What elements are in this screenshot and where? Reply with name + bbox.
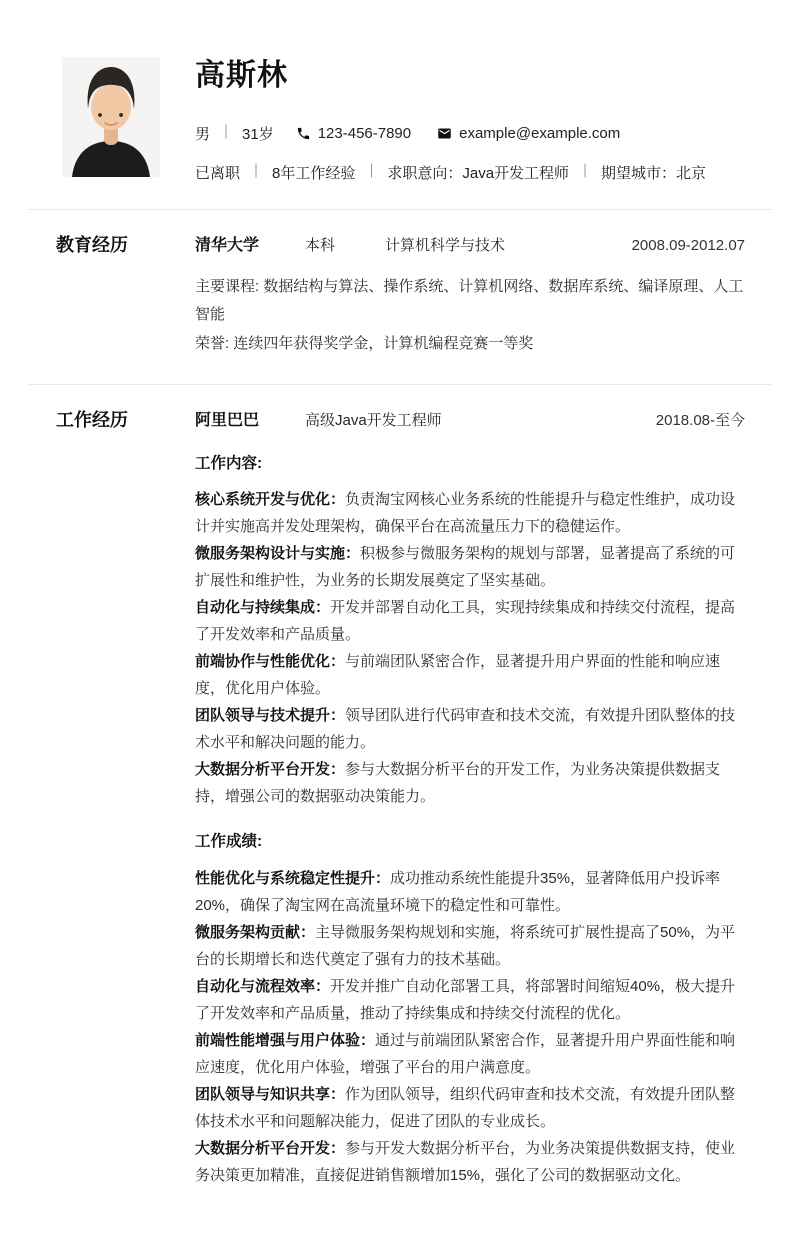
separator: ｜ (578, 163, 593, 179)
education-section (0, 210, 800, 359)
work-section-title: 工作经历 (56, 410, 128, 431)
item-lead: 团队领导与知识共享： (195, 1086, 346, 1104)
email-address: example@example.com (459, 124, 621, 142)
item-lead: 前端性能增强与用户体验： (195, 1032, 376, 1050)
item-text: 主导微服务架构规划和实施，将系统可扩展性提高了50%，为平台的长期增长和迭代奠定了强有力的技术基础。 (195, 924, 736, 969)
separator: ｜ (249, 163, 264, 179)
honors-line: 荣誉: 连续四年获得奖学金，计算机编程竞赛一等奖 (195, 334, 534, 352)
work-achievement-heading: 工作成绩: (195, 833, 263, 851)
school-name: 清华大学 (195, 236, 260, 254)
age-value: 31岁 (242, 125, 274, 143)
work-section (0, 385, 800, 1189)
work-content-item (195, 540, 745, 594)
work-content-list (195, 486, 745, 810)
work-achievement-list (195, 865, 745, 1189)
work-achievement-item (195, 1027, 745, 1081)
profile-photo (62, 57, 160, 177)
work-body (195, 409, 745, 1189)
work-content-item (195, 648, 745, 702)
phone-number: 123-456-7890 (317, 124, 412, 142)
status-row (195, 162, 745, 183)
item-lead: 微服务架构设计与实施： (195, 545, 361, 563)
email-icon (437, 126, 452, 141)
work-achievement-item (195, 1135, 745, 1189)
item-lead: 自动化与流程效率： (195, 978, 331, 996)
item-lead: 团队领导与技术提升： (195, 707, 346, 725)
work-content-item (195, 756, 745, 810)
gender-value: 男 (195, 125, 211, 143)
item-text: 作为团队领导，组织代码审查和技术交流，有效提升团队整体技术水平和问题解决能力，促进了团队的专业成长。 (195, 1086, 736, 1131)
work-content-heading: 工作内容: (195, 455, 263, 473)
email-group (437, 125, 620, 142)
education-body (195, 234, 745, 359)
contact-row (195, 123, 745, 144)
item-lead: 前端协作与性能优化： (195, 653, 346, 671)
item-text: 开发并推广自动化部署工具，将部署时间缩短40%，极大提升了开发效率和产品质量，推动了持续集成和持续交付流程的优化。 (195, 978, 736, 1023)
resume-header (0, 0, 800, 183)
courses-line: 主要课程: 数据结构与算法、操作系统、计算机网络、数据库系统、编译原理、人工智能 (195, 277, 744, 324)
work-achievement-item (195, 973, 745, 1027)
company-name: 阿里巴巴 (195, 412, 260, 430)
work-date-range: 2018.08-至今 (655, 412, 745, 430)
major: 计算机科学与技术 (385, 236, 506, 254)
item-text: 与前端团队紧密合作，显著提升用户界面的性能和响应速度，优化用户体验。 (195, 653, 721, 698)
work-content-item (195, 702, 745, 756)
header-text (195, 57, 745, 183)
item-lead: 自动化与持续集成： (195, 599, 331, 617)
item-text: 积极参与微服务架构的规划与部署，显著提高了系统的可扩展性和维护性，为业务的长期发展奠定了坚实基础。 (195, 545, 736, 590)
item-lead: 核心系统开发与优化： (195, 491, 346, 509)
phone-group (296, 125, 411, 142)
profile-photo-illustration (62, 57, 160, 177)
item-text: 参与开发大数据分析平台，为业务决策提供数据支持，使业务决策更加精准，直接促进销售额增加15%，强化了公司的数据驱动文化。 (195, 1140, 736, 1185)
item-lead: 性能优化与系统稳定性提升： (195, 870, 391, 888)
work-achievement-item (195, 919, 745, 973)
work-head-row (195, 409, 745, 432)
item-lead: 大数据分析平台开发： (195, 761, 346, 779)
separator: ｜ (364, 163, 379, 179)
education-head-row (195, 234, 745, 257)
work-achievement-item (195, 865, 745, 919)
job-intention: 求职意向：Java开发工程师 (387, 164, 570, 182)
education-details (195, 273, 745, 359)
item-lead: 大数据分析平台开发： (195, 1140, 346, 1158)
item-lead: 微服务架构贡献： (195, 924, 316, 942)
item-text: 参与大数据分析平台的开发工作，为业务决策提供数据支持，增强公司的数据驱动决策能力。 (195, 761, 721, 806)
item-text: 领导团队进行代码审查和技术交流，有效提升团队整体的技术水平和解决问题的能力。 (195, 707, 736, 752)
item-text: 开发并部署自动化工具，实现持续集成和持续交付流程，提高了开发效率和产品质量。 (195, 599, 736, 644)
job-title: 高级Java开发工程师 (305, 412, 442, 430)
separator: ｜ (219, 124, 234, 140)
item-text: 负责淘宝网核心业务系统的性能提升与稳定性维护，成功设计并实施高并发处理架构，确保平台在高流量压力下的稳健运作。 (195, 491, 736, 536)
phone-icon (296, 126, 311, 141)
work-content-item (195, 486, 745, 540)
candidate-name: 高斯林 (195, 59, 288, 92)
item-text: 成功推动系统性能提升35%，显著降低用户投诉率20%，确保了淘宝网在高流量环境下的稳定性和可靠性。 (195, 870, 721, 915)
item-text: 通过与前端团队紧密合作，显著提升用户界面性能和响应速度，优化用户体验，增强了平台的用户满意度。 (195, 1032, 736, 1077)
experience-years: 8年工作经验 (272, 164, 356, 182)
work-achievement-item (195, 1081, 745, 1135)
job-status: 已离职 (195, 164, 241, 182)
expected-city: 期望城市：北京 (601, 164, 707, 182)
work-content-item (195, 594, 745, 648)
education-section-title: 教育经历 (56, 234, 128, 255)
degree: 本科 (305, 236, 336, 254)
education-date-range: 2008.09-2012.07 (631, 236, 745, 254)
